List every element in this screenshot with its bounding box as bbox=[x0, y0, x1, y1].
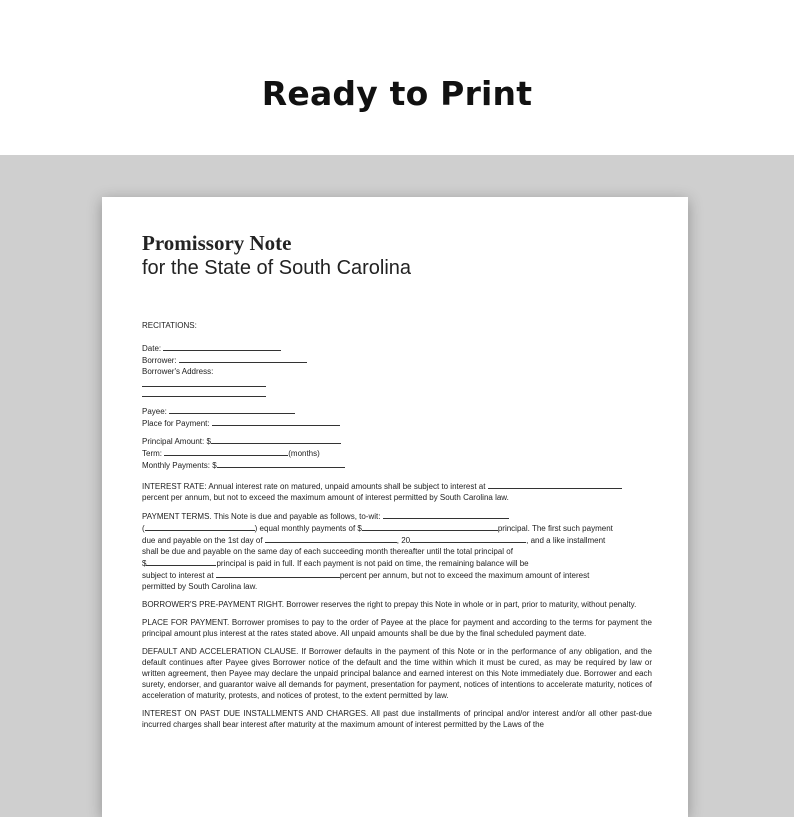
address-line-1 bbox=[142, 377, 266, 387]
monthly-blank bbox=[217, 459, 345, 468]
monthly-payments-field: Monthly Payments: $ bbox=[142, 459, 652, 471]
document-page bbox=[102, 197, 688, 817]
default-acceleration-clause: DEFAULT AND ACCELERATION CLAUSE. If Borrower defaults in the payment of this Note or in the performance of any obligation, and the default continues after Payee gives Borrower notice of the default and the time within which it must be cured, as may be required by law or written agreement, then Payee may declare the unpaid principal balance and earned interest on this Note immediately due. Borrower and each surety, endorser, and guarantor waive all demands for payment, presentation for payment, notices of intentions to accelerate maturity, notices of acceleration of maturity, protests, and notices of protest, to the extent permitted by law. bbox=[142, 647, 652, 700]
address-line-2 bbox=[142, 387, 266, 397]
borrower-address-field: Borrower's Address: bbox=[142, 367, 214, 376]
payment-terms-clause: PAYMENT TERMS. This Note is due and payable as follows, to-wit: ( ) equal monthly payments of $ principal. The first such payment due and payable on the 1st day of , 20 , and a like installment shall be due and payable on the same day of each succeeding month thereafter until the total principal of $ principal is paid in full. If each payment is not paid on time, the remaining balance will be subject to interest at percent per annum, but not to exceed the maximum amount of interest permitted by South Carolina law. bbox=[142, 512, 613, 591]
document-title: Promissory Note bbox=[142, 231, 292, 255]
document-body bbox=[142, 320, 652, 737]
banner-title: Ready to Print bbox=[261, 74, 533, 113]
past-due-interest-clause: INTEREST ON PAST DUE INSTALLMENTS AND CHARGES. All past due installments of principal and/or interest and/or all other past-due incurred charges shall bear interest after maturity at the maximum amount of interest permitted by the Laws of the bbox=[142, 709, 652, 729]
recitations-heading: RECITATIONS: bbox=[142, 321, 197, 330]
place-for-payment-clause: PLACE FOR PAYMENT. Borrower promises to pay to the order of Payee at the place for payment and according to the terms for payment the principal amount plus interest at the rates stated above. All unpaid amounts shall be due by the final scheduled payment date. bbox=[142, 618, 652, 638]
document-subtitle: for the State of South Carolina bbox=[142, 257, 412, 279]
term-field: Term: (months) bbox=[142, 449, 320, 458]
interest-rate-blank bbox=[488, 480, 622, 489]
place-for-payment-field: Place for Payment: bbox=[142, 417, 652, 429]
date-field: Date: bbox=[142, 342, 652, 354]
term-blank bbox=[164, 447, 288, 456]
borrower-blank bbox=[179, 354, 307, 363]
payee-blank bbox=[169, 405, 295, 414]
payee-field: Payee: bbox=[142, 405, 652, 417]
header-banner bbox=[0, 0, 794, 155]
place-blank bbox=[212, 417, 340, 426]
principal-blank bbox=[211, 435, 341, 444]
date-blank bbox=[163, 342, 281, 351]
interest-rate-clause: INTEREST RATE: Annual interest rate on matured, unpaid amounts shall be subject to interest at percent per annum, but not to exceed the maximum amount of interest permitted by South Carolina law. bbox=[142, 480, 652, 503]
principal-amount-field: Principal Amount: $ bbox=[142, 435, 652, 447]
prepayment-clause: BORROWER'S PRE-PAYMENT RIGHT. Borrower reserves the right to prepay this Note in whole or in part, prior to maturity, without penalty. bbox=[142, 600, 637, 609]
borrower-field: Borrower: bbox=[142, 354, 652, 366]
